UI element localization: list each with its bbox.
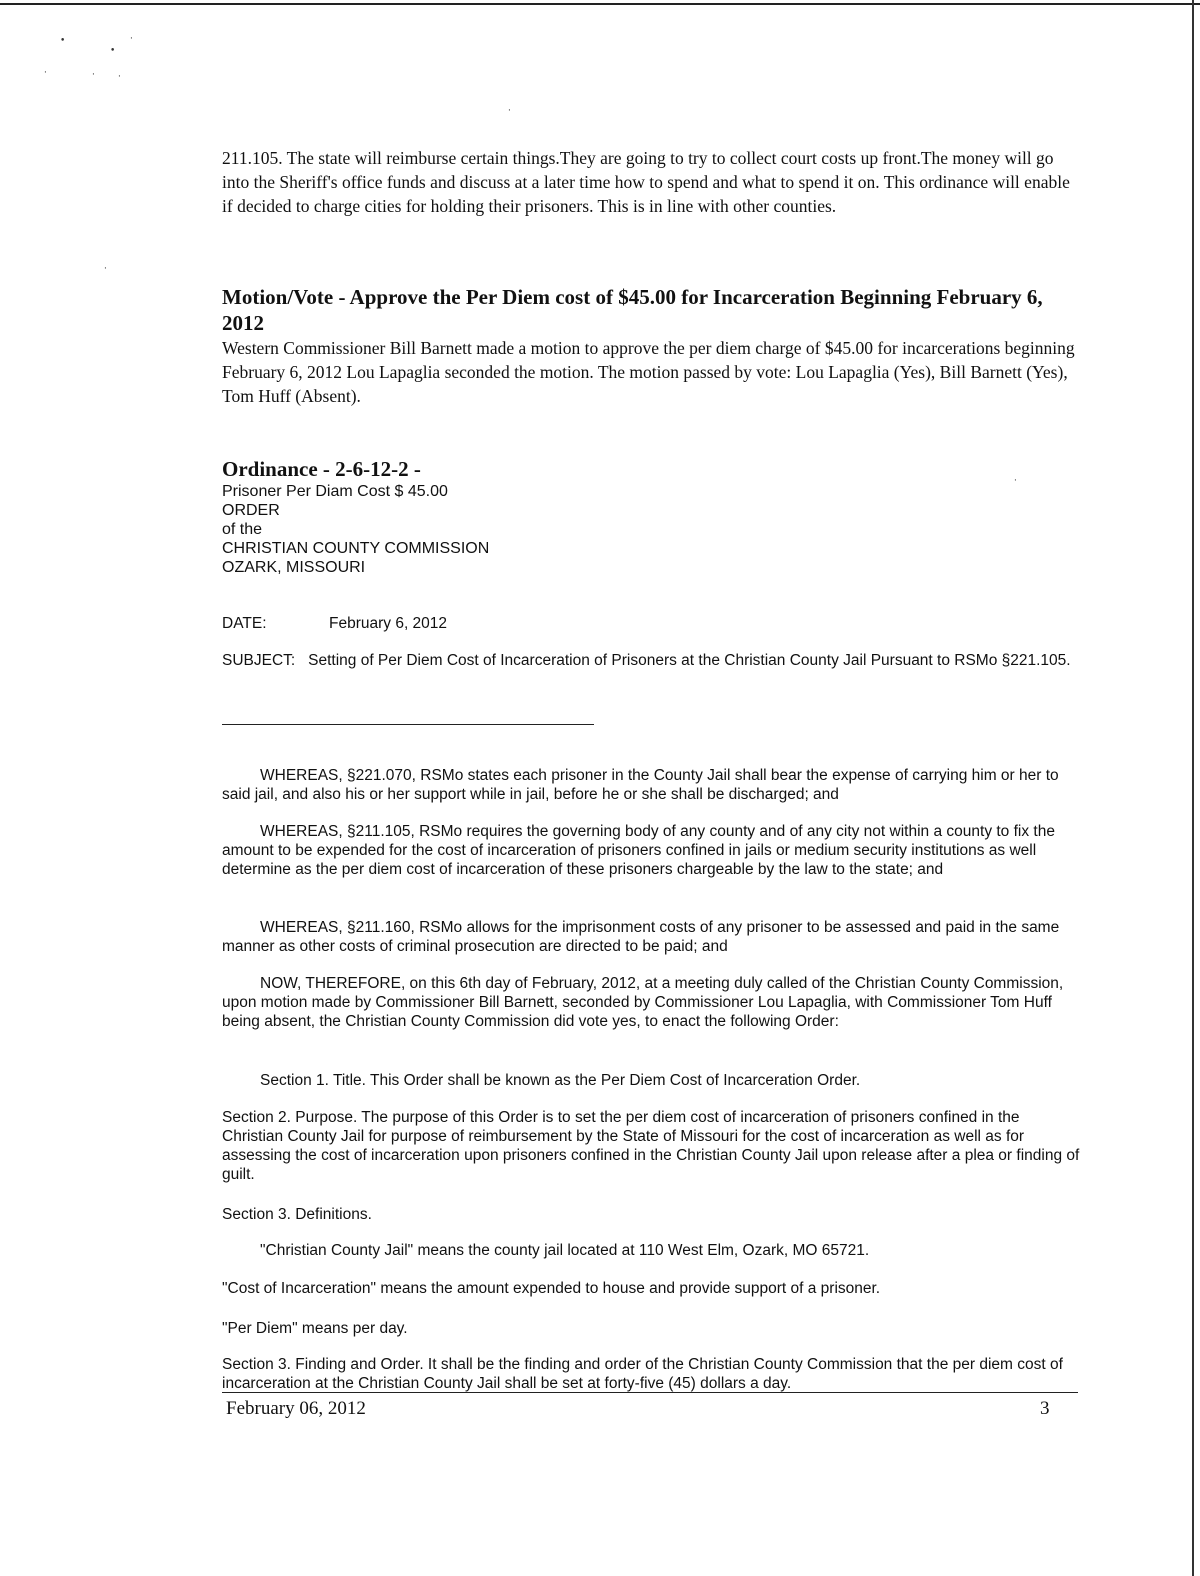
footer-rule (222, 1392, 1078, 1393)
whereas-3: WHEREAS, §211.160, RSMo allows for the imprisonment costs of any prisoner to be assessed and paid in the same manner as other costs of criminal prosecution are directed to be paid; and (222, 919, 1060, 955)
section-2-purpose: Section 2. Purpose. The purpose of this Order is to set the per diem cost of incarceration of prisoners confined in the Christian County Jail for purpose of reimbursement by the State of Missouri for the cost of incarceration as well as for assessing the cost of incarceration upon prisoners confined in the Christian County Jail upon release after a plea or finding of guilt. (222, 1109, 1080, 1183)
divider-line (222, 724, 594, 725)
motion-heading: Motion/Vote - Approve the Per Diem cost of $45.00 for Incarceration Beginning February 6, 2012 (222, 285, 1043, 335)
section-1-title: Section 1. Title. This Order shall be known as the Per Diem Cost of Incarceration Order. (260, 1072, 861, 1089)
right-scan-edge (1192, 0, 1194, 1576)
ordinance-line: Prisoner Per Diam Cost $ 45.00 (222, 483, 448, 500)
scan-speck: • (110, 46, 116, 56)
whereas-1: WHEREAS, §221.070, RSMo states each prisoner in the County Jail shall bear the expense of carrying him or her to said jail, and also his or her support while in jail, before he or she shall be discharged; and (222, 767, 1059, 803)
ordinance-section (222, 456, 1080, 577)
date-label: DATE: (222, 615, 267, 632)
subject-value: Setting of Per Diem Cost of Incarceration of Prisoners at the Christian County Jail Pursuant to RSMo §221.105. (308, 652, 1071, 669)
definition-jail: "Christian County Jail" means the county jail located at 110 West Elm, Ozark, MO 65721. (260, 1242, 870, 1259)
scan-speck: · (130, 34, 133, 44)
subject-block (222, 651, 1080, 670)
scan-speck: · (92, 70, 95, 80)
ordinance-heading: Ordinance - 2-6-12-2 - (222, 457, 421, 481)
footer-date: February 06, 2012 (226, 1398, 366, 1419)
ordinance-line: ORDER (222, 502, 280, 519)
section-3-definitions: Section 3. Definitions. (222, 1206, 372, 1223)
section-3-finding: Section 3. Finding and Order. It shall be the finding and order of the Christian County Commission that the per diem cost of incarceration at the Christian County Jail shall be set at forty-five (45) dollars a day. (222, 1356, 1063, 1392)
definition-cost: "Cost of Incarceration" means the amount expended to house and provide support of a prisoner. (222, 1280, 881, 1297)
ordinance-line: of the (222, 521, 263, 538)
scan-speck: · (118, 72, 121, 82)
subject-label: SUBJECT: (222, 652, 296, 669)
motion-body: Western Commissioner Bill Barnett made a motion to approve the per diem charge of $45.00 for incarcerations beginning February 6, 2012 Lou Lapaglia seconded the motion. The motion passed by vote: Lou Lapaglia (Yes), Bill Barnett (Yes), Tom Huff (Absent). (222, 338, 1075, 406)
definition-per-diem: "Per Diem" means per day. (222, 1320, 408, 1337)
ordinance-line: OZARK, MISSOURI (222, 559, 366, 576)
motion-section (222, 284, 1080, 408)
ordinance-header-lines (222, 482, 1080, 577)
top-scan-edge (0, 3, 1200, 5)
scan-speck: · (1014, 476, 1017, 486)
whereas-2: WHEREAS, §211.105, RSMo requires the governing body of any county and of any city not within a county to fix the amount to be expended for the cost of incarceration of prisoners confined in jails or medium security institutions as well determine as the per diem cost of incarceration of these prisoners chargeable by the law to the state; and (222, 823, 1055, 878)
page-number: 3 (1040, 1398, 1050, 1419)
scan-speck: · (104, 264, 107, 274)
scan-speck: · (508, 106, 511, 116)
intro-paragraph: 211.105. The state will reimburse certain things.They are going to try to collect court costs up front.The money will go into the Sheriff's office funds and discuss at a later time how to spend and what to spend it on. This ordinance will enable if decided to charge cities for holding their prisoners. This is in line with other counties. (222, 148, 1070, 216)
now-therefore: NOW, THEREFORE, on this 6th day of February, 2012, at a meeting duly called of the Christian County Commission, upon motion made by Commissioner Bill Barnett, seconded by Commissioner Lou Lapaglia, with Commissioner Tom Huff being absent, the Christian County Commission did vote yes, to enact the following Order: (222, 975, 1064, 1030)
scan-speck: · (44, 68, 47, 78)
ordinance-line: CHRISTIAN COUNTY COMMISSION (222, 540, 490, 557)
date-row (222, 614, 1080, 633)
scan-speck: • (60, 36, 66, 46)
intro-section (222, 146, 1080, 218)
subject-text (222, 651, 1080, 670)
date-value: February 6, 2012 (329, 615, 448, 632)
